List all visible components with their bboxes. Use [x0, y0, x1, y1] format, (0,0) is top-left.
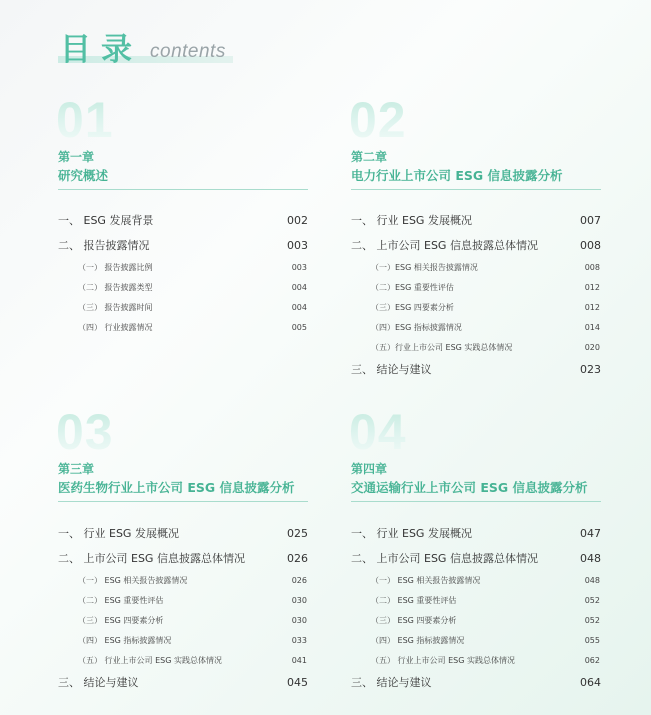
entry-page-number: 008: [580, 239, 601, 252]
page-subtitle: contents: [150, 41, 226, 62]
entry-title: 二、 上市公司 ESG 信息披露总体情况: [351, 239, 538, 252]
entry-title: （五） 行业上市公司 ESG 实践总体情况: [371, 656, 515, 665]
toc-section-entry[interactable]: [351, 363, 601, 377]
chapter-label: 第四章: [351, 462, 388, 476]
chapter-divider: [351, 189, 601, 190]
entry-title: （一） ESG 相关报告披露情况: [371, 576, 481, 585]
entry-title: （一）ESG 相关报告披露情况: [371, 263, 478, 272]
entry-title: 二、 报告披露情况: [58, 239, 150, 252]
page-title: 目录: [60, 32, 142, 68]
toc-subsection-entry[interactable]: [58, 575, 308, 589]
entry-title: 三、 结论与建议: [351, 363, 432, 376]
chapter-name: 交通运输行业上市公司 ESG 信息披露分析: [351, 480, 588, 495]
toc-subsection-entry[interactable]: [58, 635, 308, 649]
entry-page-number: 004: [291, 303, 307, 312]
entry-title: 三、 结论与建议: [351, 676, 432, 689]
entry-page-number: 020: [584, 343, 600, 352]
entry-page-number: 012: [584, 283, 600, 292]
entry-title: （五） 行业上市公司 ESG 实践总体情况: [78, 656, 222, 665]
entry-title: （一） 报告披露比例: [78, 263, 153, 272]
toc-subsection-entry[interactable]: [351, 635, 601, 649]
entry-title: （二） 报告披露类型: [78, 283, 153, 292]
entry-page-number: 048: [584, 576, 600, 585]
chapter-name: 电力行业上市公司 ESG 信息披露分析: [351, 168, 563, 183]
toc-section-entry[interactable]: [58, 527, 308, 541]
entry-title: （一） ESG 相关报告披露情况: [78, 576, 188, 585]
chapter-label: 第一章: [58, 150, 95, 164]
entry-page-number: 052: [584, 616, 600, 625]
entry-page-number: 003: [291, 263, 307, 272]
entry-title: （五）行业上市公司 ESG 实践总体情况: [371, 343, 513, 352]
entry-page-number: 047: [580, 527, 601, 540]
toc-subsection-entry[interactable]: [351, 342, 601, 356]
entry-page-number: 004: [291, 283, 307, 292]
chapter-number: 01: [56, 92, 114, 148]
toc-section-entry[interactable]: [351, 214, 601, 228]
entry-page-number: 007: [580, 214, 601, 227]
chapter-number: 04: [349, 404, 407, 460]
toc-section-entry[interactable]: [58, 552, 308, 566]
entry-title: （四）ESG 指标披露情况: [371, 323, 462, 332]
toc-section-entry[interactable]: [351, 527, 601, 541]
entry-page-number: 052: [584, 596, 600, 605]
entry-title: 三、 结论与建议: [58, 676, 139, 689]
toc-subsection-entry[interactable]: [58, 615, 308, 629]
entry-page-number: 030: [291, 616, 307, 625]
entry-title: 二、 上市公司 ESG 信息披露总体情况: [58, 552, 245, 565]
toc-subsection-entry[interactable]: [351, 615, 601, 629]
entry-title: 一、 行业 ESG 发展概况: [351, 527, 472, 540]
chapter-label: 第三章: [58, 462, 95, 476]
entry-page-number: 008: [584, 263, 600, 272]
toc-section-entry[interactable]: [351, 676, 601, 690]
entry-page-number: 012: [584, 303, 600, 312]
entry-page-number: 062: [584, 656, 600, 665]
entry-page-number: 055: [584, 636, 600, 645]
entry-title: 一、 行业 ESG 发展概况: [58, 527, 179, 540]
entry-title: （三）ESG 四要素分析: [371, 303, 454, 312]
toc-subsection-entry[interactable]: [351, 655, 601, 669]
toc-subsection-entry[interactable]: [58, 282, 308, 296]
toc-section-entry[interactable]: [58, 214, 308, 228]
toc-subsection-entry[interactable]: [58, 322, 308, 336]
chapter-divider: [58, 501, 308, 502]
toc-subsection-entry[interactable]: [351, 302, 601, 316]
entry-page-number: 045: [287, 676, 308, 689]
toc-header: [58, 24, 233, 68]
toc-subsection-entry[interactable]: [351, 262, 601, 276]
entry-page-number: 005: [291, 323, 307, 332]
entry-page-number: 030: [291, 596, 307, 605]
entry-page-number: 026: [287, 552, 308, 565]
toc-subsection-entry[interactable]: [351, 282, 601, 296]
toc-subsection-entry[interactable]: [351, 322, 601, 336]
toc-subsection-entry[interactable]: [351, 575, 601, 589]
entry-title: （四） ESG 指标披露情况: [78, 636, 172, 645]
entry-title: （二） ESG 重要性评估: [78, 596, 164, 605]
entry-page-number: 048: [580, 552, 601, 565]
entry-page-number: 023: [580, 363, 601, 376]
entry-title: （二） ESG 重要性评估: [371, 596, 457, 605]
chapter-number: 03: [56, 404, 114, 460]
toc-subsection-entry[interactable]: [58, 302, 308, 316]
chapter-name: 医药生物行业上市公司 ESG 信息披露分析: [58, 480, 295, 495]
entry-page-number: 003: [287, 239, 308, 252]
entry-title: （三） ESG 四要素分析: [78, 616, 164, 625]
entry-title: 一、 ESG 发展背景: [58, 214, 154, 227]
entry-title: （三） 报告披露时间: [78, 303, 153, 312]
toc-subsection-entry[interactable]: [351, 595, 601, 609]
entry-page-number: 025: [287, 527, 308, 540]
entry-title: 二、 上市公司 ESG 信息披露总体情况: [351, 552, 538, 565]
toc-subsection-entry[interactable]: [58, 655, 308, 669]
entry-page-number: 064: [580, 676, 601, 689]
toc-section-entry[interactable]: [58, 239, 308, 253]
chapter-name: 研究概述: [58, 168, 109, 183]
chapter-divider: [351, 501, 601, 502]
entry-title: （四） 行业披露情况: [78, 323, 153, 332]
chapter-divider: [58, 189, 308, 190]
toc-subsection-entry[interactable]: [58, 262, 308, 276]
chapter-label: 第二章: [351, 150, 388, 164]
toc-section-entry[interactable]: [351, 239, 601, 253]
entry-page-number: 041: [291, 656, 307, 665]
entry-title: （二）ESG 重要性评估: [371, 283, 454, 292]
entry-title: （三） ESG 四要素分析: [371, 616, 457, 625]
entry-title: 一、 行业 ESG 发展概况: [351, 214, 472, 227]
toc-subsection-entry[interactable]: [58, 595, 308, 609]
toc-section-entry[interactable]: [58, 676, 308, 690]
toc-section-entry[interactable]: [351, 552, 601, 566]
entry-page-number: 014: [584, 323, 600, 332]
entry-page-number: 002: [287, 214, 308, 227]
entry-title: （四） ESG 指标披露情况: [371, 636, 465, 645]
chapter-number: 02: [349, 92, 407, 148]
entry-page-number: 026: [291, 576, 307, 585]
entry-page-number: 033: [291, 636, 307, 645]
